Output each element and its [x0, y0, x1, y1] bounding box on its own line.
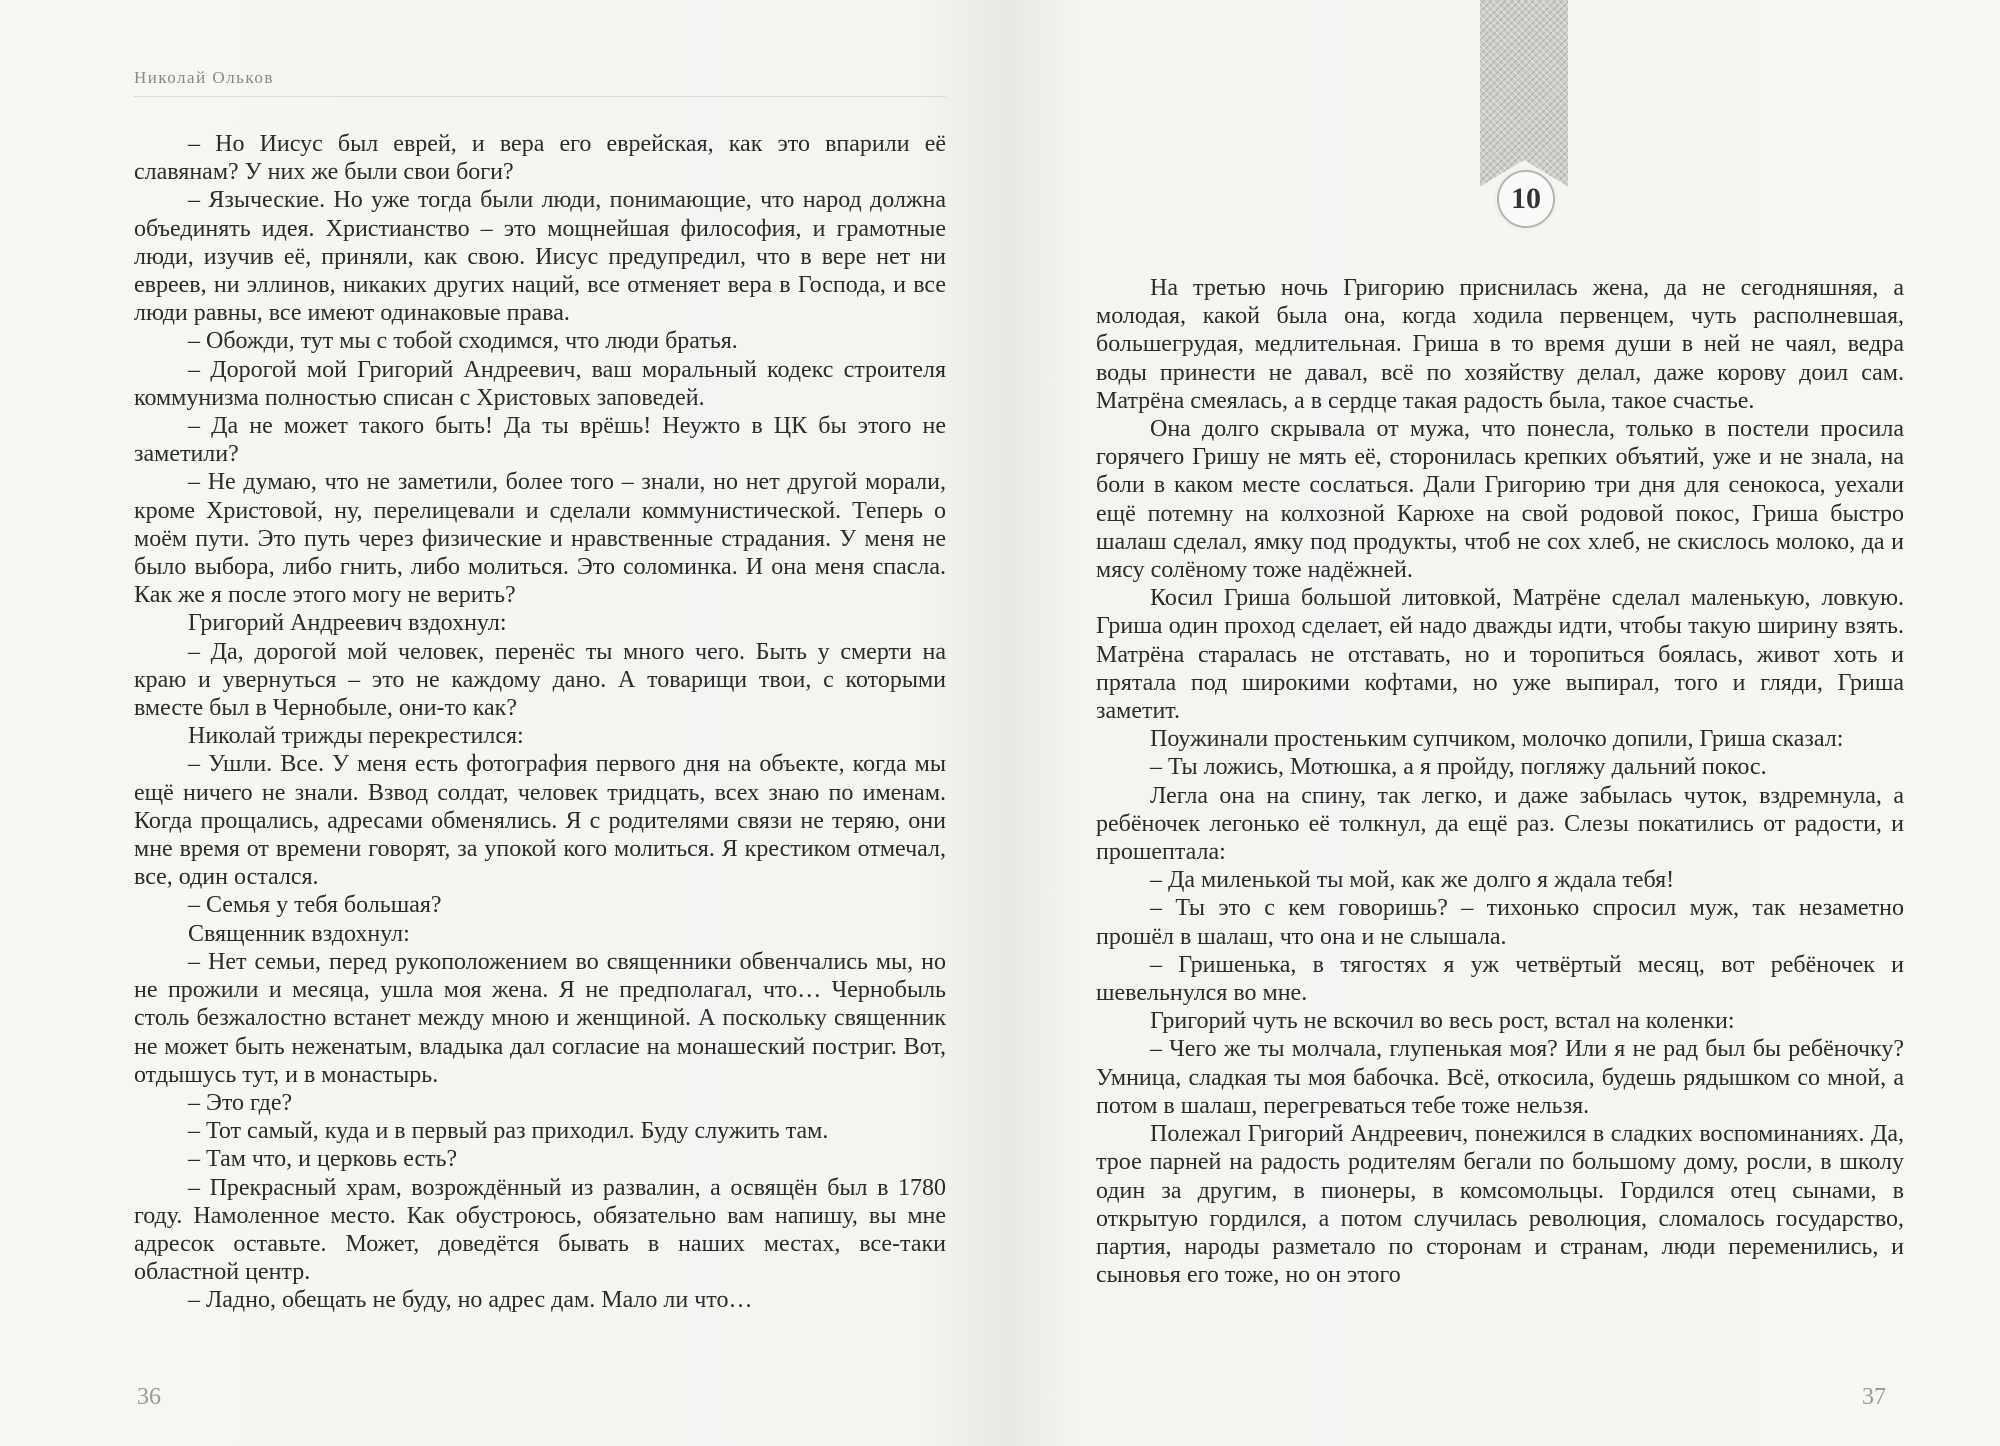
paragraph: – Да миленькой ты мой, как же долго я ждала тебя!	[1150, 867, 1675, 894]
paragraph: На третью ночь Григорию приснилась жена, да не сегодняшняя, а молодая, какой была она, когда ходила первенцем, чуть располневшая, большегрудая, медлительная. Гриша в то время души в ней не чаял, ведра воды принести не давал, всё по хозяйству делал, даже корову доил сам. Матрёна смеялась, а в сердце такая радость была, такое счастье.	[1096, 275, 1904, 414]
page-number-right: 37	[1862, 1384, 1886, 1410]
paragraph: Священник вздохнул:	[188, 920, 410, 947]
paragraph: – Гришенька, в тягостях я уж четвёртый месяц, вот ребёночек и шевельнулся во мне.	[1096, 951, 1904, 1007]
paragraph: – Дорогой мой Григорий Андреевич, ваш моральный кодекс строителя коммунизма полностью списан с Христовых заповедей.	[134, 356, 946, 411]
chapter-number-badge: 10	[1497, 170, 1555, 228]
paragraph: – Языческие. Но уже тогда были люди, понимающие, что народ должна объединять идея. Христианство – это мощнейшая философия, и грамотные люди, изучив её, приняли, как свою. Иисус предупредил, что в вере нет ни евреев, ни эллинов, никаких других наций, все отменяет вера в Господа, и все люди равны, все имеют одинаковые права.	[134, 187, 946, 327]
paragraph: Поужинали простеньким супчиком, молочко допили, Гриша сказал:	[1150, 726, 1844, 753]
paragraph: Полежал Григорий Андреевич, понежился в сладких воспоминаниях. Да, трое парней на радость родителям бегали по большому дому, росли, в школу один за другим, в пионеры, в комсомольцы. Гордился отец сынами, в открытую гордился, а потом случилась революция, сломалось государство, партия, народы разметало по сторонам и странам, люди переменились, и сыновья его тоже, но он этого	[1096, 1121, 1904, 1289]
paragraph: – Тот самый, куда и в первый раз приходил. Буду служить там.	[188, 1118, 829, 1145]
right-page-body	[1096, 274, 1904, 1289]
paragraph: Григорий Андреевич вздохнул:	[188, 610, 507, 637]
paragraph: – Да, дорогой мой человек, перенёс ты много чего. Быть у смерти на краю и увернуться – это не каждому дано. А товарищи твои, с которыми вместе был в Чернобыле, они-то как?	[134, 638, 946, 722]
paragraph: – Да не может такого быть! Да ты врёшь! Неужто в ЦК бы этого не заметили?	[134, 413, 946, 468]
paragraph: – Ушли. Все. У меня есть фотография первого дня на объекте, когда мы ещё ничего не знали. Взвод солдат, человек тридцать, всех знаю по именам. Когда прощались, адресами обменялись. Я с родителями связи не теряю, они мне время от времени говорят, за упокой кого молиться. Я крестиком отмечал, все, один остался.	[134, 751, 946, 891]
paragraph: – Но Иисус был еврей, и вера его еврейская, как это впарили её славянам? У них же были свои боги?	[134, 131, 946, 186]
paragraph: – Там что, и церковь есть?	[188, 1146, 458, 1173]
paragraph: – Нет семьи, перед рукоположением во священники обвенчались мы, но не прожили и месяца, ушла моя жена. Я не предполагал, что… Чернобыль столь безжалостно встанет между мною и женщиной. А поскольку священник не может быть неженатым, владыка дал согласие на монашеский постриг. Вот, отдышусь тут, и в монастырь.	[134, 948, 946, 1088]
paragraph: Она долго скрывала от мужа, что понесла, только в постели просила горячего Гришу не мять её, сторонилась крепких объятий, уже и не знала, на боли в каком месте сослаться. Дали Григорию три дня для сенокоса, уехали ещё потемну на колхозной Карюхе на свой родовой покос, Гриша быстро шалаш сделал, ямку под продукты, чтоб не сох хлеб, не скислось молоко, да и мясу солёному тоже надёжней.	[1096, 416, 1904, 584]
paragraph: Николай трижды перекрестился:	[188, 723, 524, 750]
left-page-body	[134, 130, 946, 1315]
header-rule	[134, 96, 946, 97]
paragraph: Григорий чуть не вскочил во весь рост, встал на коленки:	[1150, 1008, 1735, 1035]
paragraph: – Обожди, тут мы с тобой сходимся, что люди братья.	[188, 328, 738, 355]
paragraph: – Ладно, обещать не буду, но адрес дам. Мало ли что…	[188, 1287, 753, 1314]
paragraph: – Семья у тебя большая?	[188, 892, 442, 919]
paragraph: Легла она на спину, так легко, и даже забылась чуток, вздремнула, а ребёночек легонько её толкнул, да ещё раз. Слезы покатились от радости, и прошептала:	[1096, 782, 1904, 866]
paragraph: – Чего же ты молчала, глупенькая моя? Или я не рад был бы ребёночку? Умница, сладкая ты моя бабочка. Всё, откосила, будешь рядышком со мной, а потом в шалаш, перегреваться тебе тоже нельзя.	[1096, 1036, 1904, 1119]
paragraph: – Ты это с кем говоришь? – тихонько спросил муж, так незаметно прошёл в шалаш, что она и не слышала.	[1096, 895, 1904, 950]
paragraph: Косил Гриша большой литовкой, Матрёне сделал маленькую, ловкую. Гриша один проход сделает, ей надо дважды идти, чтобы такую ширину взять. Матрёна старалась не отставать, но и торопиться боялась, живот хоть и прятала под широкими кофтами, но уже выпирал, того и гляди, Гриша заметит.	[1096, 585, 1904, 725]
page-number-left: 36	[137, 1384, 161, 1410]
paragraph: – Ты ложись, Мотюшка, а я пройду, погляжу дальний покос.	[1150, 754, 1767, 781]
paragraph: – Прекрасный храм, возрождённый из развалин, а освящён был в 1780 году. Намоленное место. Как обустроюсь, обязательно вам напишу, вы мне адресок оставьте. Может, доведётся бывать в наших местах, все-таки областной центр.	[134, 1174, 946, 1286]
paragraph: – Это где?	[188, 1089, 293, 1116]
paragraph: – Не думаю, что не заметили, более того – знали, но нет другой морали, кроме Христовой, ну, перелицевали и сделали коммунистической. Теперь о моём пути. Это путь через физические и нравственные страдания. У меня не было выбора, либо гнить, либо молиться. Это соломинка. И она меня спасла. Как же я после этого могу не верить?	[134, 469, 946, 609]
running-head-author: Николай Ольков	[134, 68, 274, 87]
